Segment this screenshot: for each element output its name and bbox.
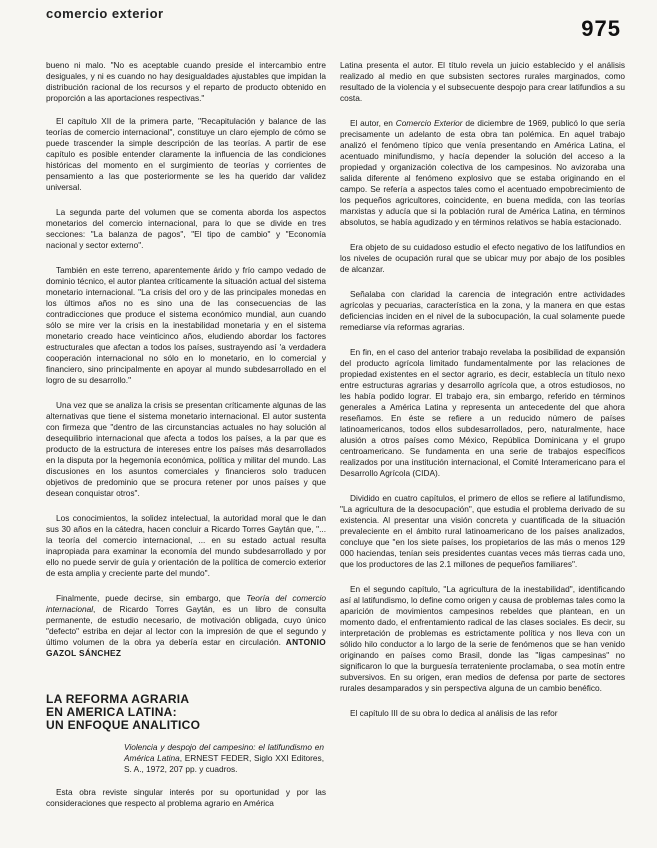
paragraph: Esta obra reviste singular interés por su oportunidad y por las consideraciones que respecto al problema agrario en América	[46, 787, 326, 808]
paragraph: Latina presenta el autor. El título revela un juicio establecido y el análisis realizado al medio en que subsisten sectores rurales marginados, como resultado de la violencia y el subsecuente despojo para crear latifundios a su costa.	[340, 60, 625, 103]
paragraph: Señalaba con claridad la carencia de integración entre actividades agrícolas y pecuarias, característica en la zona, y la manera en que estas deficiencias inciden en el nivel de la subocupación, la cual solamente puede remediarse vía reformas agrarias.	[340, 289, 625, 332]
paragraph: La segunda parte del volumen que se comenta aborda los aspectos monetarios del comercio internacional, para lo que se divide en tres secciones: "La balanza de pagos", "El tipo de cambio" y "Economía nacional y sector externo".	[46, 207, 326, 250]
paragraph: Era objeto de su cuidadoso estudio el efecto negativo de los latifundios en los niveles de ocupación rural que se ubicar muy por abajo de los posibles de alcanzar.	[340, 242, 625, 274]
review-author-signature: ANTONIO GAZOL SÁNCHEZ	[46, 637, 326, 658]
review-heading: LA REFORMA AGRARIA EN AMERICA LATINA: UN ENFOQUE ANALITICO	[46, 692, 201, 732]
paragraph: bueno ni malo. "No es aceptable cuando preside el intercambio entre desiguales, y ni es cuando no hay desigualdades ajustables que impidan la distribución racional de los recursos y el reparto de producto obtenido en proporción a las aportaciones respectivas."	[46, 60, 326, 103]
left-column	[46, 60, 326, 823]
running-header: comercio exterior	[46, 6, 164, 21]
page-number: 975	[581, 16, 621, 41]
book-title: Teoría del comercio internacional	[46, 593, 326, 614]
book-reference	[124, 742, 324, 775]
paragraph: El autor, en Comercio Exterior de diciembre de 1969, publicó lo que sería precisamente un adelanto de esta obra tan polémica. En aquel trabajo analizó el fenómeno típico que venía presentando en América Latina, el acentuado minifundismo, y hacía depender la solución del acceso a la propiedad y organización colectiva de los campesinos. No avizoraba una salida diferente al fenómeno explosivo que se estaba originando en el campo. Se refería a aspectos tales como el acentuado empobrecimiento de los pequeños agricultores, coincidente, en buena medida, con las teorías marxistas y aducía que si la población rural de América Latina, en términos absolutos, se había agudizado y en términos relativos se había estacionado.	[340, 118, 626, 227]
closing-paragraph: Finalmente, puede decirse, sin embargo, que Teoría del comercio internacional, de Ricardo Torres Gaytán, es un libro de consulta permanente, de estudio necesario, de motivación obligada, cuyo único "defecto" estriba en dejar al lector con la impresión de que el segundo y último volumen de la obra ya debería estar en circulación. ANTONIO GAZOL SÁNCHEZ	[46, 593, 326, 658]
reviewed-book-details: , ERNEST FEDER, Siglo XXI Editores, S. A., 1972, 207 pp. y cuadros.	[124, 753, 324, 774]
reviewed-book-title: Violencia y despojo del campesino: el latifundismo en América Latina	[124, 742, 324, 763]
paragraph: En fin, en el caso del anterior trabajo revelaba la posibilidad de expansión del producto agrícola limitado fundamentalmente por las relaciones de propiedad existentes en el sector agrario, es decir, establecía un título nexo entre estructuras agrarias y desarrollo agrícola que, a otros estudiosos, no les había podido lograr. El trabajo era, sin embargo, referido en términos generales a América Latina y representa un antecedente del que ahora reseñamos. En éste se refiere a un reducido número de países latinoamericanos, todos ellos subdesarrollados, pero, naturalmente, hace alusión a otros países como México, República Dominicana y el grupo centroamericano. Se fundamenta en una serie de trabajos específicos realizados por una institución internacional, el Comité Interamericano para el Desarrollo Agrícola (CIDA).	[340, 347, 625, 478]
paragraph: También en este terreno, aparentemente árido y frío campo vedado de dominio técnico, el autor plantea críticamente la situación actual del sistema monetario internacional. "La crisis del oro y de las principales monedas en los últimos años no es sino una de las consecuencias de las contradicciones que produce el sistema económico mundial, aun cuando sólo se mire ver la crisis en la inestabilidad monetaria y en el sistema monetario creado hace veinticinco años, eludiendo abordar los factores estructurales que afectan a todos los países, sustrayendo así 'a verdadera cooperación internacional no sólo en lo monetario, en lo comercial y financiero, sino principalmente en apoyar al mundo subdesarrollado en el logro de su desarrollo."	[46, 265, 326, 385]
paragraph: El capítulo XII de la primera parte, "Recapitulación y balance de las teorías de comercio internacional", constituye un claro ejemplo de cómo se puede trascender la simple descripción de las teorías. A partir de ese capítulo es posible entender claramente la influencia de las condiciones históricas del momento en el surgimiento de teorías y corrientes de pensamiento a las que posteriormente se les ha querido dar validez universal.	[46, 116, 326, 192]
right-column	[340, 60, 625, 733]
paragraph: En el segundo capítulo, "La agricultura de la inestabilidad", identificando así al latifundismo, lo define como origen y causa de problemas tales como la aparición de movimientos campesinos rebeldes que plantean, en un momento dado, el enfrentamiento radical de las clases sociales. Es decir, su interpretación de problemas es estrictamente política y nos lleva con un sólido hilo conductor a lo largo de la serie de fenómenos que se han venido originando en países como Brasil, donde las "ligas campesinas" no significaron lo que la burguesía terrateniente proclamaba, o sea motín entre subversivos. En su origen, eran medios de defensa por parte de sectores rurales desamparados y sin perspectiva alguna de un cambio benéfico.	[340, 584, 626, 693]
paragraph: Una vez que se analiza la crisis se presentan críticamente algunas de las alternativas que tiene el sistema monetario internacional. El autor sustenta con firmeza que "dentro de las circunstancias actuales no hay solución al desequilibrio internacional que afecta a todos los países, a la par que es producto de la estructura de intereses entre los países más desarrollados en la disputa por la hegemonía económica, política y militar del mundo. Las discusiones en los asuntos comerciales y financieros solo traducen objetivos de predominio que se procura retener por unos países y que desean conquistar otros".	[46, 400, 326, 498]
publication-title: Comercio Exterior	[395, 118, 463, 128]
paragraph: Dividido en cuatro capítulos, el primero de ellos se refiere al latifundismo, "La agricultura de la desocupación", que estudia el problema derivado de su existencia. Al presentar una visión concreta y cuantificada de la situación prevaleciente en el ámbito rural latinoamericano de los países analizados, concluye que "en los siete países, los propietarios de las más o menos 129 000 haciendas, tenían seis presidentes cuantas veces más tierras cada uno, que los productores de las 2.1 millones de pequeños familiares".	[340, 493, 625, 569]
paragraph: El capítulo III de su obra lo dedica al análisis de las refor	[350, 708, 558, 718]
paragraph: Los conocimientos, la solidez intelectual, la autoridad moral que le dan sus 30 años en la cátedra, hacen concluir a Ricardo Torres Gaytán que, "... la teoría del comercio internacional, ... en su estado actual resulta inapropiada para examinar la economía del mundo subdesarrollado y por ello no puede servir de guía y orientación de la política de comercio exterior de esta amplia y creciente parte del mundo".	[46, 513, 326, 578]
